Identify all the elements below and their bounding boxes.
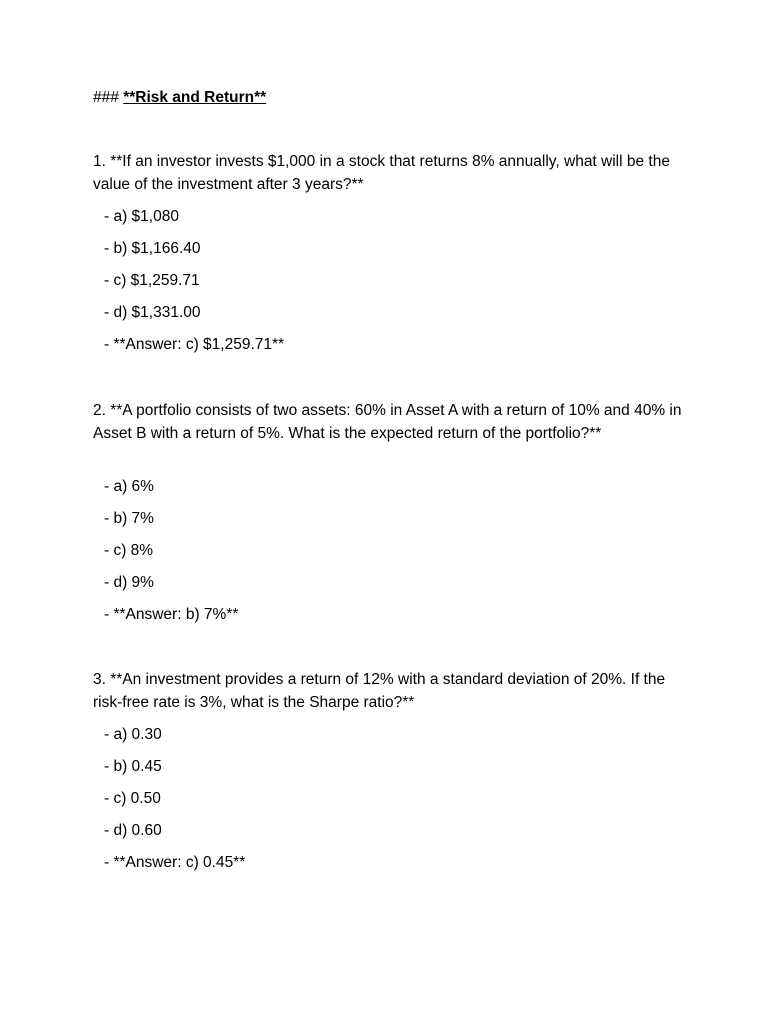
question-2-options <box>104 477 238 637</box>
question-3-text: 3. **An investment provides a return of 12% with a standard deviation of 20%. If the risk-free rate is 3%, what is the Sharpe ratio?** <box>93 671 666 711</box>
question-2-option-b: - b) 7% <box>104 510 154 527</box>
heading-title: **Risk and Return** <box>123 89 267 106</box>
question-1-option-b: - b) $1,166.40 <box>104 240 201 257</box>
question-2-option-d: - d) 9% <box>104 574 154 591</box>
question-2-option-a: - a) 6% <box>104 478 154 495</box>
question-1-answer: - **Answer: c) $1,259.71** <box>104 336 285 353</box>
question-3-options <box>104 725 245 885</box>
question-2-text: 2. **A portfolio consists of two assets: 60% in Asset A with a return of 10% and 40% in Asset B with a return of 5%. What is the expected return of the portfolio?** <box>93 402 682 442</box>
question-3-option-c: - c) 0.50 <box>104 790 161 807</box>
question-3-answer: - **Answer: c) 0.45** <box>104 854 246 871</box>
question-1-option-c: - c) $1,259.71 <box>104 272 200 289</box>
question-2-option-c: - c) 8% <box>104 542 154 559</box>
section-heading <box>93 88 266 108</box>
question-1-text: 1. **If an investor invests $1,000 in a stock that returns 8% annually, what will be the value of the investment after 3 years?** <box>93 153 670 193</box>
question-3-option-a: - a) 0.30 <box>104 726 162 743</box>
question-1-option-d: - d) $1,331.00 <box>104 304 201 321</box>
question-1-options <box>104 207 284 367</box>
question-2-answer: - **Answer: b) 7%** <box>104 606 239 623</box>
question-3-option-d: - d) 0.60 <box>104 822 162 839</box>
heading-prefix: ### <box>93 89 119 106</box>
question-3-option-b: - b) 0.45 <box>104 758 162 775</box>
question-1-option-a: - a) $1,080 <box>104 208 179 225</box>
